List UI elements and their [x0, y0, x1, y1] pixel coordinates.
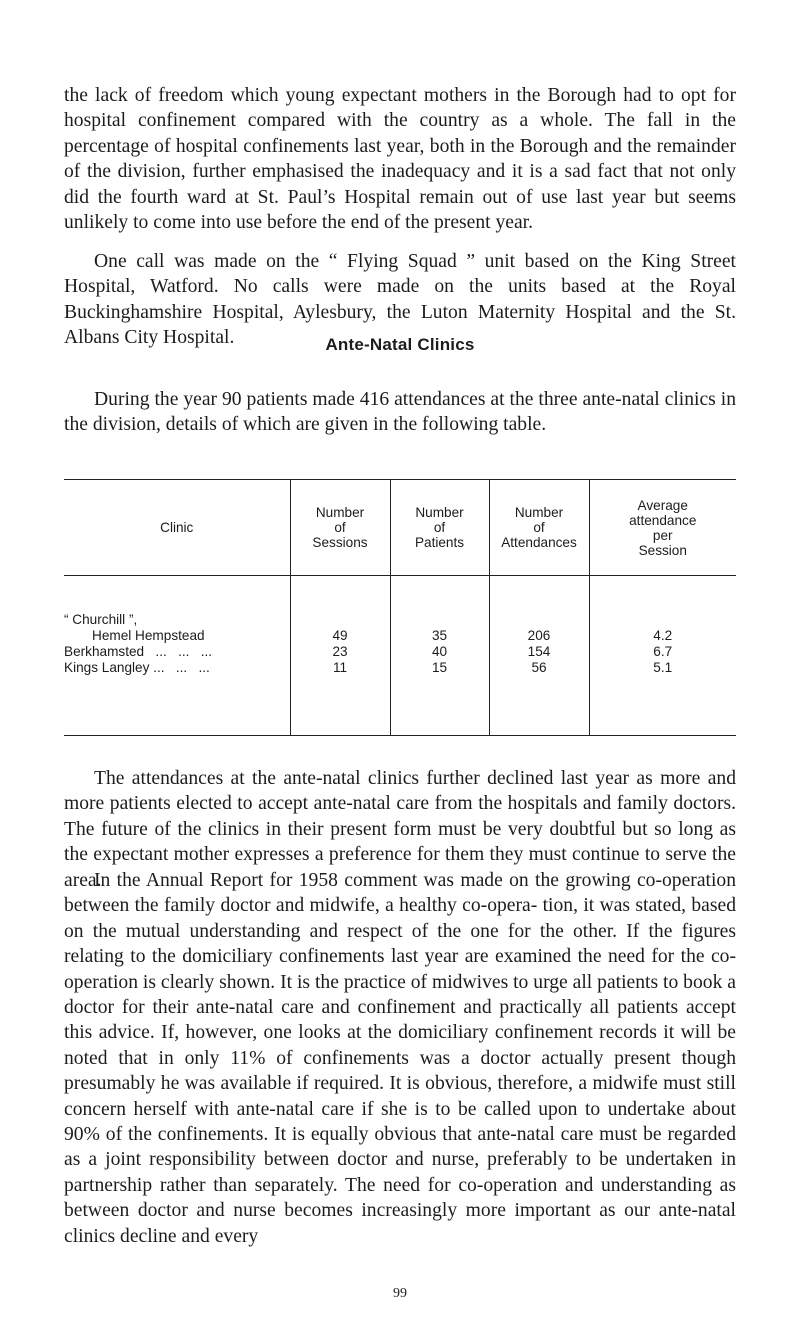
header-number-of-attendances: Number of Attendances — [489, 480, 589, 576]
page-number: 99 — [393, 1286, 407, 1301]
paragraph-clinic-intro: During the year 90 patients made 416 attendances at the three ante-natal clinics in the division, details of which are given in the following table. — [64, 389, 736, 436]
average-value: 6.7 — [653, 644, 673, 659]
patients-value: 35 — [431, 628, 448, 643]
attendances-value: 206 — [527, 628, 551, 643]
header-clinic: Clinic — [64, 480, 290, 576]
paragraph-flying-squad: One call was made on the “ Flying Squad ” unit based on the King Street Hospital, Watford. No calls were made on the units based at the Royal Buckinghamshire Hospital, Aylesbury, the Luton Maternity Hospital and the St. Albans City Hospital. — [64, 251, 736, 349]
sessions-value: 11 — [332, 660, 348, 675]
attendances-value: 56 — [531, 660, 547, 675]
average-value: 5.1 — [653, 660, 673, 675]
clinic-kings-langley: Kings Langley ... ... ... — [64, 660, 210, 675]
average-values-cell — [589, 576, 736, 736]
table-header-row — [64, 480, 736, 576]
sessions-value: 49 — [332, 628, 348, 643]
clinic-churchill: “ Churchill ”, — [64, 612, 138, 627]
sessions-values-cell — [290, 576, 390, 736]
attendances-value: 154 — [527, 644, 551, 659]
clinic-berkhamsted: Berkhamsted ... ... ... — [64, 644, 213, 659]
clinic-names-cell — [64, 576, 290, 736]
header-number-of-patients: Number of Patients — [390, 480, 489, 576]
paragraph-co-operation: In the Annual Report for 1958 comment was made on the growing co-operation between the family doctor and midwife, a healthy co-opera- tion, it was stated, based on the mutual understanding and respect of the one for the other. If the figures relating to the domiciliary confinements last year are examined the need for the co-operation is clearly shown. It is the practice of midwives to urge all patients to book a doctor for their ante-natal care and confinement and practically all patients accept this advice. If, however, one looks at the domiciliary confinement records it will be noted that in only 11% of confinements was a doctor actually present though presumably he was available if required. It is obvious, therefore, a midwife must still concern herself with ante-natal care if she is to be called upon to undertake about 90% of the confinements. It is equally obvious that ante-natal care must be regarded as a joint responsibility between doctor and nurse, preferably to be undertaken in partnership rather than separately. The need for co-operation and understanding as between doctor and nurse becomes increasingly more important as our ante-natal clinics decline and every — [64, 870, 736, 1247]
patients-values-cell — [390, 576, 489, 736]
table-body-row — [64, 576, 736, 736]
header-average-attendance: Average attendance per Session — [589, 480, 736, 576]
clinic-hemel-hempstead: Hemel Hempstead — [92, 628, 205, 643]
paragraph-hospital-confinement: the lack of freedom which young expectant mothers in the Borough had to opt for hospital confinement compared with the country as a whole. The fall in the percentage of hospital confinements last year, both in the Borough and the remainder of the division, further emphasised the inadequacy and it is a sad fact that not only did the fourth ward at St. Paul’s Hospital remain out of use last year but seems unlikely to come into use before the end of the present year. — [64, 85, 736, 234]
sessions-value: 23 — [332, 644, 348, 659]
average-value: 4.2 — [653, 628, 673, 643]
attendances-values-cell — [489, 576, 589, 736]
section-heading: Ante-Natal Clinics — [325, 335, 475, 354]
patients-value: 40 — [431, 644, 448, 659]
ante-natal-clinics-table — [64, 479, 736, 736]
paragraph-attendance-decline: The attendances at the ante-natal clinics further declined last year as more and more patients elected to accept ante-natal care from the hospitals and family doctors. The future of the clinics in their present form must be very doubtful but so long as the expectant mother expresses a preference for them they must continue to serve the area. — [64, 768, 736, 891]
header-number-of-sessions: Number of Sessions — [290, 480, 390, 576]
patients-value: 15 — [431, 660, 448, 675]
